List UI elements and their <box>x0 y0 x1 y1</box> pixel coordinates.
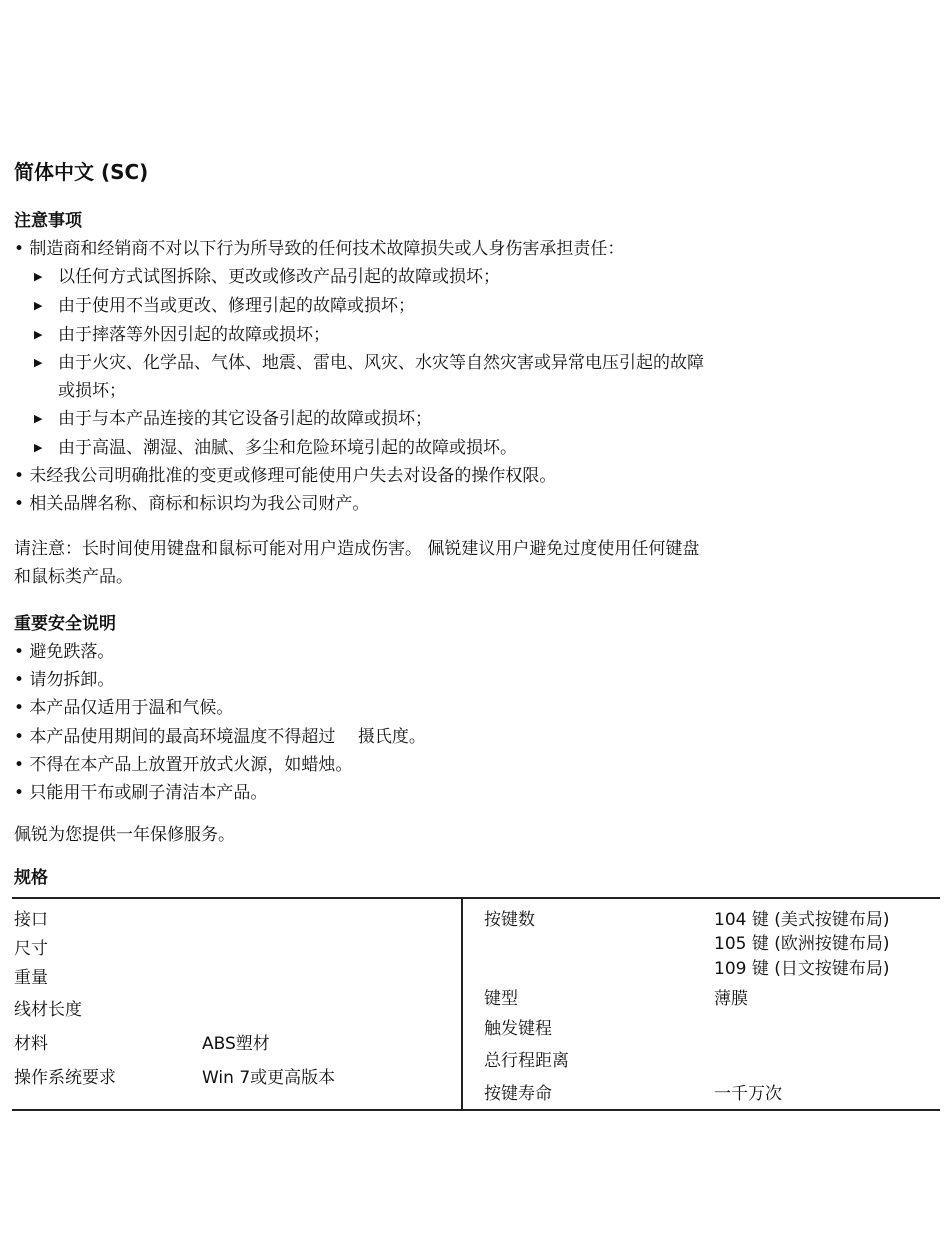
safety-item: • 本产品使用期间的最高环境温度不得超过 摄氏度。 <box>14 727 426 747</box>
spec-os-value: Win 7或更高版本 <box>202 1068 336 1088</box>
safety-item: • 请勿拆卸。 <box>14 670 115 690</box>
warranty-text: 佩锐为您提供一年保修服务。 <box>14 825 235 845</box>
spec-actuation-label: 触发键程 <box>484 1019 552 1039</box>
spec-life-value: 一千万次 <box>714 1084 782 1104</box>
safety-item: • 避免跌落。 <box>14 642 115 662</box>
specs-heading: 规格 <box>14 868 48 888</box>
notice-heading: 注意事项 <box>14 211 82 231</box>
notice-sub-item: ▶ 由于高温、潮湿、油腻、多尘和危险环境引起的故障或损坏。 <box>34 438 517 458</box>
notice-bullet-1: • 制造商和经销商不对以下行为所导致的任何技术故障损失或人身伤害承担责任： <box>14 239 625 259</box>
caution-line-1: 请注意：长时间使用键盘和鼠标可能对用户造成伤害。 佩锐建议用户避免过度使用任何键盘 <box>14 539 700 559</box>
notice-bullet-2: • 未经我公司明确批准的变更或修理可能使用户失去对设备的操作权限。 <box>14 466 557 486</box>
spec-material-label: 材料 <box>14 1034 48 1054</box>
spec-type-label: 键型 <box>484 989 518 1009</box>
safety-item: • 不得在本产品上放置开放式火源，如蜡烛。 <box>14 755 353 775</box>
notice-sub-item: ▶ 由于摔落等外因引起的故障或损坏； <box>34 325 330 345</box>
safety-item: • 本产品仅适用于温和气候。 <box>14 698 234 718</box>
notice-sub-item: ▶ 由于与本产品连接的其它设备引起的故障或损坏； <box>34 409 432 429</box>
spec-material-value: ABS塑材 <box>202 1034 270 1054</box>
spec-keys-value: 105 键 (欧洲按键布局) <box>714 934 890 954</box>
caution-line-2: 和鼠标类产品。 <box>14 567 133 587</box>
triangle-bullet-icon: ▶ <box>34 299 43 312</box>
triangle-bullet-icon: ▶ <box>34 270 43 283</box>
specs-top-rule <box>12 897 940 899</box>
notice-bullet-3: • 相关品牌名称、商标和标识均为我公司财产。 <box>14 494 370 514</box>
spec-size-label: 尺寸 <box>14 939 48 959</box>
spec-os-label: 操作系统要求 <box>14 1068 116 1088</box>
triangle-bullet-icon: ▶ <box>34 356 43 369</box>
safety-heading: 重要安全说明 <box>14 614 116 634</box>
triangle-bullet-icon: ▶ <box>34 412 43 425</box>
spec-keys-value: 104 键 (美式按键布局) <box>714 910 890 930</box>
notice-sub-item-continuation: 或损坏； <box>58 381 126 401</box>
spec-cable-label: 线材长度 <box>14 1000 82 1020</box>
triangle-bullet-icon: ▶ <box>34 441 43 454</box>
spec-keys-value: 109 键 (日文按键布局) <box>714 959 890 979</box>
notice-sub-item: ▶ 由于火灾、化学品、气体、地震、雷电、风灾、水灾等自然灾害或异常电压引起的故障 <box>34 353 704 373</box>
spec-keys-label: 按键数 <box>484 910 535 930</box>
page-title: 简体中文 (SC) <box>14 160 149 184</box>
safety-item: • 只能用干布或刷子清洁本产品。 <box>14 783 268 803</box>
specs-column-divider <box>461 899 463 1109</box>
specs-bottom-rule <box>12 1109 940 1111</box>
notice-sub-item: ▶ 由于使用不当或更改、修理引起的故障或损坏； <box>34 296 415 316</box>
spec-life-label: 按键寿命 <box>484 1084 552 1104</box>
spec-travel-label: 总行程距离 <box>484 1051 569 1071</box>
spec-interface-label: 接口 <box>14 910 48 930</box>
spec-weight-label: 重量 <box>14 968 48 988</box>
triangle-bullet-icon: ▶ <box>34 328 43 341</box>
notice-sub-item: ▶ 以任何方式试图拆除、更改或修改产品引起的故障或损坏； <box>34 267 500 287</box>
spec-type-value: 薄膜 <box>714 989 748 1009</box>
